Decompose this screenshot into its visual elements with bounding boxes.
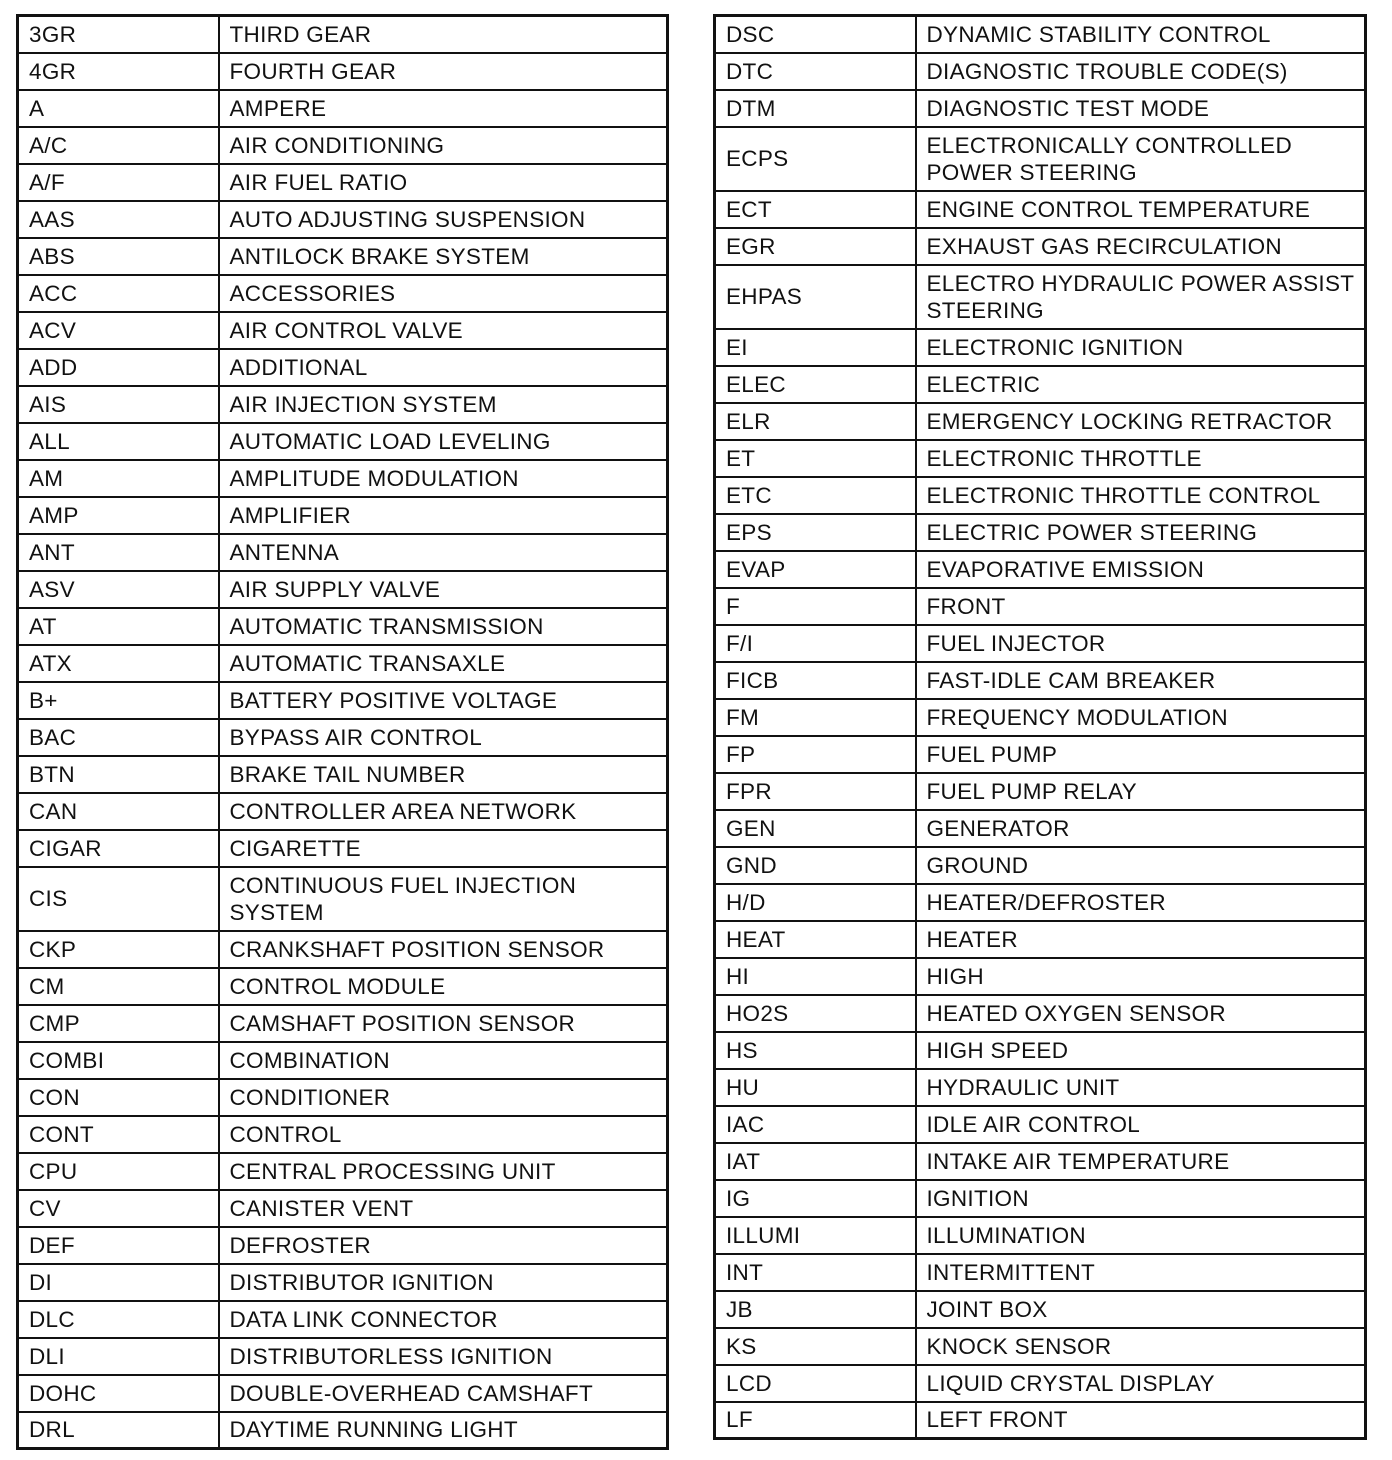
abbreviation-cell: 4GR xyxy=(18,53,219,90)
abbreviation-cell: ELR xyxy=(715,403,916,440)
abbreviation-cell: ADD xyxy=(18,349,219,386)
abbreviation-cell: DEF xyxy=(18,1227,219,1264)
abbreviation-cell: EVAP xyxy=(715,551,916,588)
abbreviation-cell: CV xyxy=(18,1190,219,1227)
table-row xyxy=(18,682,668,719)
table-row xyxy=(18,1227,668,1264)
abbreviation-cell: IG xyxy=(715,1180,916,1217)
meaning-cell: LIQUID CRYSTAL DISPLAY xyxy=(916,1365,1366,1402)
meaning-cell: EMERGENCY LOCKING RETRACTOR xyxy=(916,403,1366,440)
abbreviation-cell: LCD xyxy=(715,1365,916,1402)
abbreviation-cell: HI xyxy=(715,958,916,995)
table-row xyxy=(18,164,668,201)
meaning-cell: ELECTRIC POWER STEERING xyxy=(916,514,1366,551)
abbreviation-cell: DRL xyxy=(18,1412,219,1449)
table-row xyxy=(18,1375,668,1412)
meaning-cell: HIGH SPEED xyxy=(916,1032,1366,1069)
table-row xyxy=(715,514,1366,551)
table-row xyxy=(18,386,668,423)
meaning-cell: ACCESSORIES xyxy=(219,275,668,312)
abbreviation-cell: FPR xyxy=(715,773,916,810)
table-row xyxy=(715,958,1366,995)
table-row xyxy=(715,736,1366,773)
meaning-cell: DISTRIBUTOR IGNITION xyxy=(219,1264,668,1301)
abbreviation-cell: JB xyxy=(715,1291,916,1328)
table-row xyxy=(18,312,668,349)
abbreviation-cell: B+ xyxy=(18,682,219,719)
table-row xyxy=(715,228,1366,265)
meaning-cell: ELECTRONIC IGNITION xyxy=(916,329,1366,366)
table-row xyxy=(18,719,668,756)
abbreviation-cell: FM xyxy=(715,699,916,736)
meaning-cell: AMPLIFIER xyxy=(219,497,668,534)
table-row xyxy=(18,830,668,867)
meaning-cell: DOUBLE-OVERHEAD CAMSHAFT xyxy=(219,1375,668,1412)
meaning-cell: GROUND xyxy=(916,847,1366,884)
table-row xyxy=(715,773,1366,810)
table-row xyxy=(18,1116,668,1153)
table-row xyxy=(715,16,1366,53)
meaning-cell: IGNITION xyxy=(916,1180,1366,1217)
meaning-cell: AUTOMATIC LOAD LEVELING xyxy=(219,423,668,460)
meaning-cell: KNOCK SENSOR xyxy=(916,1328,1366,1365)
table-row xyxy=(18,127,668,164)
table-row xyxy=(715,265,1366,329)
abbreviation-table-left xyxy=(16,14,669,1450)
table-row xyxy=(715,551,1366,588)
abbreviation-cell: INT xyxy=(715,1254,916,1291)
table-row xyxy=(18,423,668,460)
abbreviation-cell: DOHC xyxy=(18,1375,219,1412)
meaning-cell: ELECTRONIC THROTTLE xyxy=(916,440,1366,477)
meaning-cell: FRONT xyxy=(916,588,1366,625)
abbreviation-cell: ATX xyxy=(18,645,219,682)
table-row xyxy=(715,1180,1366,1217)
meaning-cell: ELECTRO HYDRAULIC POWER ASSIST STEERING xyxy=(916,265,1366,329)
abbreviation-cell: ACV xyxy=(18,312,219,349)
table-row xyxy=(18,201,668,238)
table-row xyxy=(18,867,668,931)
abbreviation-cell: IAT xyxy=(715,1143,916,1180)
meaning-cell: INTAKE AIR TEMPERATURE xyxy=(916,1143,1366,1180)
table-row xyxy=(715,1032,1366,1069)
table-row xyxy=(715,477,1366,514)
abbreviation-cell: CIGAR xyxy=(18,830,219,867)
meaning-cell: JOINT BOX xyxy=(916,1291,1366,1328)
abbreviation-cell: IAC xyxy=(715,1106,916,1143)
table-row xyxy=(715,1217,1366,1254)
meaning-cell: FAST-IDLE CAM BREAKER xyxy=(916,662,1366,699)
meaning-cell: HEATED OXYGEN SENSOR xyxy=(916,995,1366,1032)
abbreviation-cell: EPS xyxy=(715,514,916,551)
meaning-cell: CONTROLLER AREA NETWORK xyxy=(219,793,668,830)
meaning-cell: CONTROL MODULE xyxy=(219,968,668,1005)
table-row xyxy=(18,1190,668,1227)
meaning-cell: BRAKE TAIL NUMBER xyxy=(219,756,668,793)
meaning-cell: IDLE AIR CONTROL xyxy=(916,1106,1366,1143)
abbreviation-cell: DTM xyxy=(715,90,916,127)
abbreviation-cell: ALL xyxy=(18,423,219,460)
table-row xyxy=(715,1328,1366,1365)
meaning-cell: BATTERY POSITIVE VOLTAGE xyxy=(219,682,668,719)
meaning-cell: COMBINATION xyxy=(219,1042,668,1079)
table-row xyxy=(18,571,668,608)
abbreviation-cell: EHPAS xyxy=(715,265,916,329)
abbreviation-cell: A xyxy=(18,90,219,127)
table-row xyxy=(18,1412,668,1449)
table-row xyxy=(715,1365,1366,1402)
table-row xyxy=(18,534,668,571)
table-row xyxy=(715,191,1366,228)
meaning-cell: LEFT FRONT xyxy=(916,1402,1366,1439)
table-row xyxy=(18,793,668,830)
abbreviation-cell: HO2S xyxy=(715,995,916,1032)
abbreviation-cell: ILLUMI xyxy=(715,1217,916,1254)
abbreviation-cell: AAS xyxy=(18,201,219,238)
abbreviation-cell: F/I xyxy=(715,625,916,662)
meaning-cell: ENGINE CONTROL TEMPERATURE xyxy=(916,191,1366,228)
abbreviation-cell: CM xyxy=(18,968,219,1005)
table-row xyxy=(715,625,1366,662)
abbreviation-cell: DLC xyxy=(18,1301,219,1338)
table-row xyxy=(18,53,668,90)
abbreviation-cell: GND xyxy=(715,847,916,884)
meaning-cell: HEATER/DEFROSTER xyxy=(916,884,1366,921)
table-row xyxy=(715,995,1366,1032)
meaning-cell: DATA LINK CONNECTOR xyxy=(219,1301,668,1338)
abbreviation-cell: GEN xyxy=(715,810,916,847)
abbreviation-cell: BTN xyxy=(18,756,219,793)
meaning-cell: AIR CONDITIONING xyxy=(219,127,668,164)
table-row xyxy=(18,968,668,1005)
table-row xyxy=(715,884,1366,921)
abbreviation-cell: AMP xyxy=(18,497,219,534)
table-row xyxy=(715,662,1366,699)
meaning-cell: DEFROSTER xyxy=(219,1227,668,1264)
abbreviation-cell: ECPS xyxy=(715,127,916,191)
abbreviation-cell: DSC xyxy=(715,16,916,53)
meaning-cell: INTERMITTENT xyxy=(916,1254,1366,1291)
abbreviation-cell: ACC xyxy=(18,275,219,312)
meaning-cell: CENTRAL PROCESSING UNIT xyxy=(219,1153,668,1190)
meaning-cell: CAMSHAFT POSITION SENSOR xyxy=(219,1005,668,1042)
table-row xyxy=(715,329,1366,366)
meaning-cell: AIR CONTROL VALVE xyxy=(219,312,668,349)
abbreviation-cell: DLI xyxy=(18,1338,219,1375)
table-row xyxy=(715,1291,1366,1328)
abbreviation-cell: AT xyxy=(18,608,219,645)
abbreviation-cell: ETC xyxy=(715,477,916,514)
meaning-cell: BYPASS AIR CONTROL xyxy=(219,719,668,756)
abbreviation-cell: EI xyxy=(715,329,916,366)
meaning-cell: AMPERE xyxy=(219,90,668,127)
table-row xyxy=(18,1153,668,1190)
abbreviation-cell: ET xyxy=(715,440,916,477)
meaning-cell: AMPLITUDE MODULATION xyxy=(219,460,668,497)
abbreviation-cell: AIS xyxy=(18,386,219,423)
abbreviation-cell: CON xyxy=(18,1079,219,1116)
abbreviation-cell: CONT xyxy=(18,1116,219,1153)
meaning-cell: CANISTER VENT xyxy=(219,1190,668,1227)
meaning-cell: AUTOMATIC TRANSAXLE xyxy=(219,645,668,682)
table-row xyxy=(715,1402,1366,1439)
table-row xyxy=(18,756,668,793)
meaning-cell: AUTO ADJUSTING SUSPENSION xyxy=(219,201,668,238)
meaning-cell: DISTRIBUTORLESS IGNITION xyxy=(219,1338,668,1375)
abbreviation-cell: DTC xyxy=(715,53,916,90)
table-row xyxy=(18,349,668,386)
abbreviation-cell: AM xyxy=(18,460,219,497)
abbreviation-cell: BAC xyxy=(18,719,219,756)
meaning-cell: DIAGNOSTIC TEST MODE xyxy=(916,90,1366,127)
meaning-cell: HYDRAULIC UNIT xyxy=(916,1069,1366,1106)
meaning-cell: FREQUENCY MODULATION xyxy=(916,699,1366,736)
meaning-cell: ANTENNA xyxy=(219,534,668,571)
abbreviation-cell: HEAT xyxy=(715,921,916,958)
table-row xyxy=(18,16,668,53)
table-row xyxy=(18,1005,668,1042)
abbreviation-cell: ELEC xyxy=(715,366,916,403)
table-row xyxy=(18,238,668,275)
table-row xyxy=(715,588,1366,625)
table-row xyxy=(715,1143,1366,1180)
abbreviation-cell: DI xyxy=(18,1264,219,1301)
meaning-cell: DAYTIME RUNNING LIGHT xyxy=(219,1412,668,1449)
meaning-cell: AUTOMATIC TRANSMISSION xyxy=(219,608,668,645)
abbreviation-cell: CMP xyxy=(18,1005,219,1042)
abbreviation-cell: COMBI xyxy=(18,1042,219,1079)
abbreviation-cell: ECT xyxy=(715,191,916,228)
table-row xyxy=(18,1042,668,1079)
table-row xyxy=(715,90,1366,127)
table-row xyxy=(18,1264,668,1301)
table-row xyxy=(18,1079,668,1116)
abbreviation-cell: EGR xyxy=(715,228,916,265)
abbreviation-cell: CKP xyxy=(18,931,219,968)
meaning-cell: ANTILOCK BRAKE SYSTEM xyxy=(219,238,668,275)
meaning-cell: DYNAMIC STABILITY CONTROL xyxy=(916,16,1366,53)
abbreviation-cell: A/C xyxy=(18,127,219,164)
abbreviation-cell: FICB xyxy=(715,662,916,699)
abbreviation-cell: ANT xyxy=(18,534,219,571)
abbreviation-cell: HU xyxy=(715,1069,916,1106)
meaning-cell: EXHAUST GAS RECIRCULATION xyxy=(916,228,1366,265)
meaning-cell: ILLUMINATION xyxy=(916,1217,1366,1254)
table-row xyxy=(715,847,1366,884)
abbreviation-cell: CPU xyxy=(18,1153,219,1190)
meaning-cell: CONTROL xyxy=(219,1116,668,1153)
table-row xyxy=(715,1254,1366,1291)
table-row xyxy=(715,440,1366,477)
meaning-cell: CONDITIONER xyxy=(219,1079,668,1116)
abbreviation-cell: KS xyxy=(715,1328,916,1365)
meaning-cell: ELECTRONIC THROTTLE CONTROL xyxy=(916,477,1366,514)
table-row xyxy=(18,931,668,968)
table-row xyxy=(715,366,1366,403)
meaning-cell: CIGARETTE xyxy=(219,830,668,867)
abbreviation-cell: LF xyxy=(715,1402,916,1439)
meaning-cell: ELECTRIC xyxy=(916,366,1366,403)
meaning-cell: CONTINUOUS FUEL INJECTION SYSTEM xyxy=(219,867,668,931)
abbreviation-cell: A/F xyxy=(18,164,219,201)
table-row xyxy=(18,1338,668,1375)
meaning-cell: THIRD GEAR xyxy=(219,16,668,53)
table-row xyxy=(715,810,1366,847)
meaning-cell: AIR INJECTION SYSTEM xyxy=(219,386,668,423)
table-row xyxy=(18,1301,668,1338)
meaning-cell: FOURTH GEAR xyxy=(219,53,668,90)
table-row xyxy=(18,497,668,534)
table-row xyxy=(715,53,1366,90)
meaning-cell: CRANKSHAFT POSITION SENSOR xyxy=(219,931,668,968)
abbreviation-cell: HS xyxy=(715,1032,916,1069)
meaning-cell: EVAPORATIVE EMISSION xyxy=(916,551,1366,588)
table-row xyxy=(715,127,1366,191)
abbreviation-cell: CAN xyxy=(18,793,219,830)
table-row xyxy=(715,403,1366,440)
abbreviation-table-right xyxy=(713,14,1367,1440)
abbreviation-cell: 3GR xyxy=(18,16,219,53)
table-row xyxy=(715,921,1366,958)
table-row xyxy=(18,90,668,127)
meaning-cell: FUEL PUMP xyxy=(916,736,1366,773)
abbreviation-cell: CIS xyxy=(18,867,219,931)
abbreviation-cell: ABS xyxy=(18,238,219,275)
meaning-cell: FUEL INJECTOR xyxy=(916,625,1366,662)
table-row xyxy=(715,1069,1366,1106)
meaning-cell: GENERATOR xyxy=(916,810,1366,847)
abbreviation-cell: F xyxy=(715,588,916,625)
table-row xyxy=(18,645,668,682)
meaning-cell: HIGH xyxy=(916,958,1366,995)
meaning-cell: HEATER xyxy=(916,921,1366,958)
table-row xyxy=(715,1106,1366,1143)
abbreviation-cell: ASV xyxy=(18,571,219,608)
meaning-cell: FUEL PUMP RELAY xyxy=(916,773,1366,810)
abbreviation-cell: FP xyxy=(715,736,916,773)
meaning-cell: AIR SUPPLY VALVE xyxy=(219,571,668,608)
meaning-cell: AIR FUEL RATIO xyxy=(219,164,668,201)
table-row xyxy=(18,275,668,312)
meaning-cell: ELECTRONICALLY CONTROLLED POWER STEERING xyxy=(916,127,1366,191)
abbreviation-cell: H/D xyxy=(715,884,916,921)
meaning-cell: ADDITIONAL xyxy=(219,349,668,386)
meaning-cell: DIAGNOSTIC TROUBLE CODE(S) xyxy=(916,53,1366,90)
table-row xyxy=(18,460,668,497)
table-row xyxy=(18,608,668,645)
table-row xyxy=(715,699,1366,736)
